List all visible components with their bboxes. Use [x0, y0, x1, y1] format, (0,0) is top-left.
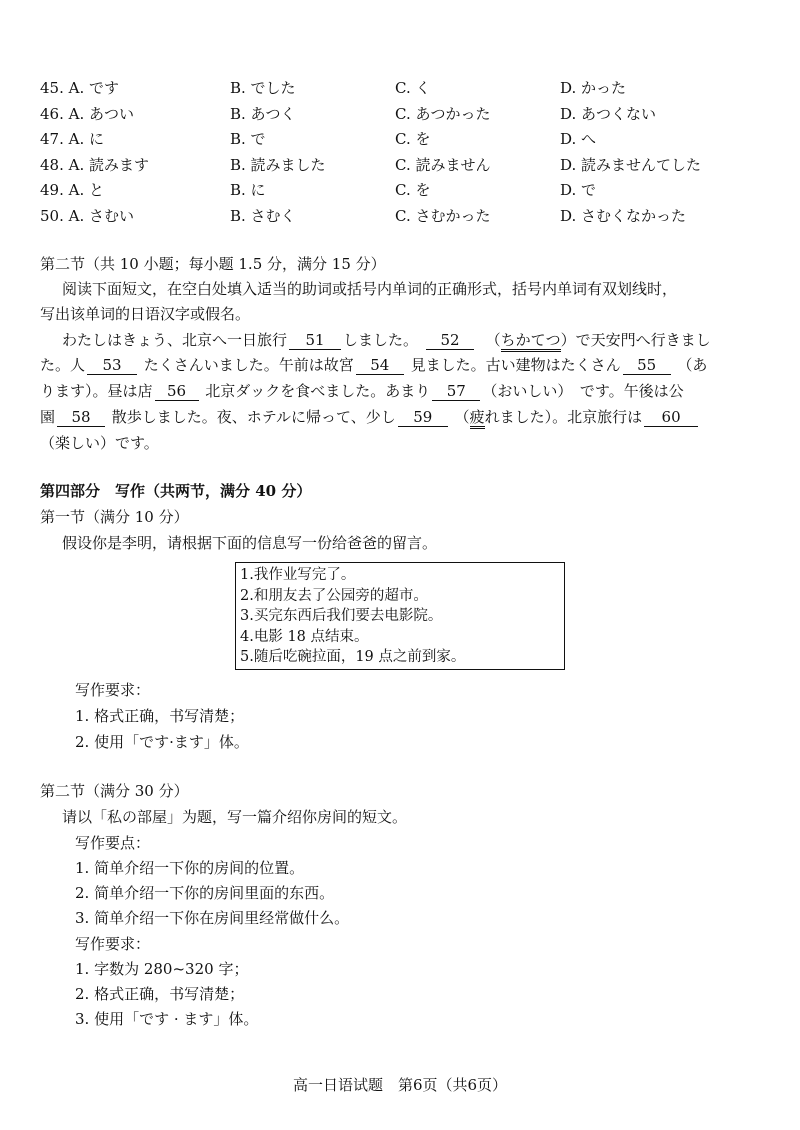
option-c: C. く — [395, 79, 431, 97]
requirement-item: 3. 使用「です · ます」体。 — [75, 1010, 259, 1028]
info-item: 1.我作业写完了。 — [240, 567, 356, 583]
double-underlined-word: ちかてつ — [501, 331, 561, 352]
requirement-item: 1. 字数为 280~320 字； — [75, 960, 249, 978]
option-d: D. 読みませんてした — [560, 155, 702, 174]
passage-text: 見ました。古い建物はたくさん — [410, 356, 621, 374]
passage-line-5: （楽しい）です。 — [40, 434, 159, 452]
passage-text: （おいしい） です。午後は公 — [482, 382, 684, 400]
passage-text: （ — [485, 331, 501, 349]
option-c: C. 読みません — [395, 155, 491, 174]
option-a: 50. A. さむい — [40, 206, 135, 225]
blank-57[interactable]: 57 — [432, 382, 480, 401]
option-d: D. へ — [560, 130, 597, 149]
option-row-50 — [40, 204, 760, 230]
requirement-item: 2. 使用「です·ます」体。 — [75, 733, 249, 751]
option-a: 48. A. 読みます — [40, 155, 150, 174]
passage-text: わたしはきょう、北京へ一日旅行 — [62, 331, 288, 349]
blank-52[interactable]: 52 — [426, 331, 474, 350]
option-b: B. 読みました — [230, 155, 326, 174]
passage-text: ります）。昼は店 — [40, 382, 153, 400]
info-item: 4.电影 18 点结束。 — [240, 628, 369, 645]
option-b: B. でした — [230, 79, 296, 97]
part4-section1-heading: 第一节（满分 10 分） — [40, 508, 189, 526]
part4-section2-heading: 第二节（满分 30 分） — [40, 782, 189, 800]
point-item: 3. 简单介绍一下你在房间里经常做什么。 — [75, 909, 350, 927]
passage-text: ）で天安門へ行きまし — [560, 331, 711, 349]
option-c: C. を — [395, 130, 431, 149]
info-item: 2.和朋友去了公园旁的超市。 — [240, 587, 428, 604]
option-row-47 — [40, 127, 760, 153]
option-d: D. さむくなかった — [560, 206, 687, 225]
blank-55[interactable]: 55 — [623, 356, 671, 375]
option-c: C. を — [395, 181, 431, 200]
section2-heading: 第二节（共 10 小题；每小题 1.5 分，满分 15 分） — [40, 255, 386, 273]
option-b: B. で — [230, 130, 266, 149]
blank-59[interactable]: 59 — [398, 408, 448, 427]
requirement-item: 1. 格式正确，书写清楚； — [75, 707, 245, 725]
section1-prompt: 假设你是李明，请根据下面的信息写一份给爸爸的留言。 — [62, 534, 438, 552]
option-d: D. で — [560, 181, 597, 200]
passage-text: 北京ダックを食べました。あまり — [205, 382, 431, 400]
page-footer: 高一日语试题 第6页（共6页） — [292, 1076, 508, 1094]
passage-text: 散歩しました。夜、ホテルに帰って、少し — [111, 408, 396, 426]
passage-text: 園 — [40, 408, 56, 426]
passage-text: しました。 — [343, 331, 419, 349]
option-d: D. かった — [560, 79, 627, 97]
option-row-48 — [40, 153, 760, 179]
option-b: B. あつく — [230, 104, 296, 123]
requirements-label: 写作要求： — [75, 681, 151, 699]
points-label: 写作要点： — [75, 834, 151, 852]
passage-line-1 — [62, 328, 711, 353]
option-row-49 — [40, 178, 760, 204]
info-box — [235, 562, 565, 670]
part4-heading: 第四部分 写作（共两节，满分 40 分） — [40, 482, 312, 500]
passage-line-2 — [40, 353, 707, 378]
option-a: 46. A. あつい — [40, 104, 135, 123]
section2-instruction-cont: 写出该单词的日语汉字或假名。 — [40, 305, 251, 323]
answer-options-table — [40, 76, 760, 230]
blank-56[interactable]: 56 — [155, 382, 199, 401]
passage-text: れました）。北京旅行は — [484, 408, 643, 426]
passage-line-3 — [40, 379, 684, 404]
option-b: B. さむく — [230, 206, 296, 225]
blank-53[interactable]: 53 — [87, 356, 137, 375]
requirements-label: 写作要求： — [75, 935, 151, 953]
section2-instruction: 阅读下面短文，在空白处填入适当的助词或括号内单词的正确形式，括号内单词有双划线时， — [62, 280, 678, 298]
section2-prompt: 请以「私の部屋」为题，写一篇介绍你房间的短文。 — [62, 808, 408, 826]
blank-51[interactable]: 51 — [289, 331, 341, 350]
blank-54[interactable]: 54 — [356, 356, 404, 375]
option-c: C. あつかった — [395, 104, 491, 123]
option-c: C. さむかった — [395, 206, 491, 225]
option-a: 47. A. に — [40, 130, 105, 149]
point-item: 1. 简单介绍一下你的房间的位置。 — [75, 859, 305, 877]
requirement-item: 2. 格式正确，书写清楚； — [75, 985, 245, 1003]
option-d: D. あつくない — [560, 104, 657, 123]
blank-58[interactable]: 58 — [57, 408, 105, 427]
passage-text: （ — [454, 408, 470, 426]
passage-line-4 — [40, 405, 700, 430]
option-b: B. に — [230, 181, 266, 200]
passage-text: （あ — [677, 356, 708, 374]
option-a: 49. A. と — [40, 181, 105, 200]
info-item: 5.随后吃碗拉面，19 点之前到家。 — [240, 649, 466, 666]
double-underlined-word: 疲 — [470, 408, 485, 429]
passage-text: たくさんいました。午前は故宮 — [143, 356, 354, 374]
blank-60[interactable]: 60 — [644, 408, 698, 427]
option-row-45 — [40, 76, 760, 102]
passage-text: た。人 — [40, 356, 86, 374]
info-item: 3.买完东西后我们要去电影院。 — [240, 608, 443, 625]
option-row-46 — [40, 102, 760, 128]
option-a: 45. A. です — [40, 79, 120, 97]
point-item: 2. 简单介绍一下你的房间里面的东西。 — [75, 884, 335, 902]
